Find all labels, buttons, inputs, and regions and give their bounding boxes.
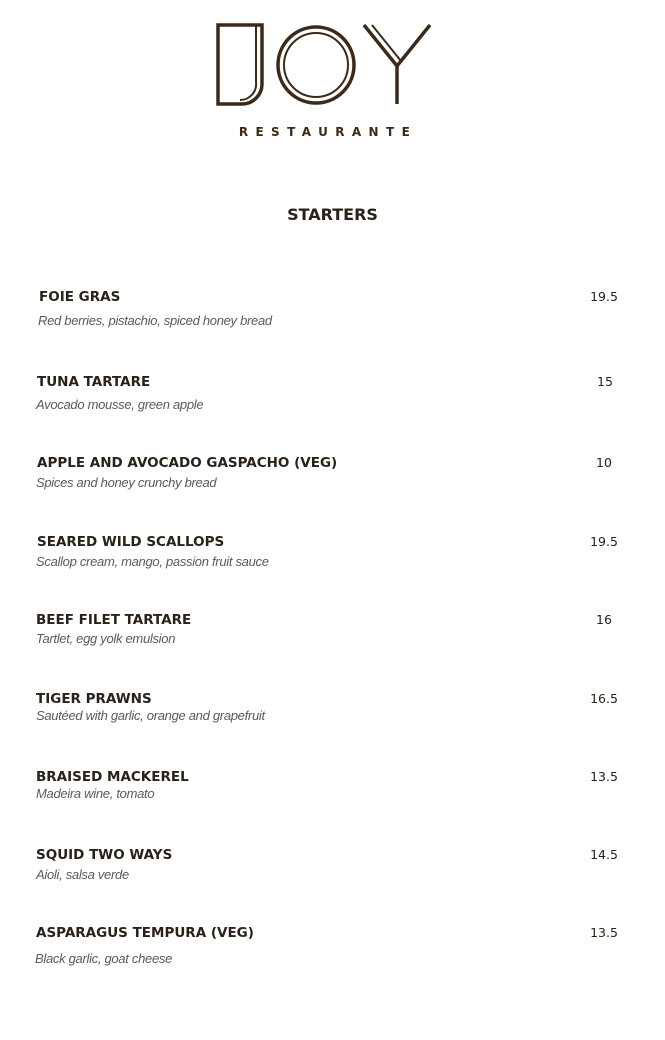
menu-item-name: SEARED WILD SCALLOPS (37, 534, 225, 550)
menu-item-description: Tartlet, egg yolk emulsion (36, 631, 176, 646)
menu-item-description: Black garlic, goat cheese (35, 951, 173, 966)
menu-item-description: Spices and honey crunchy bread (36, 475, 217, 490)
menu-item-description: Aioli, salsa verde (36, 867, 129, 882)
menu-item-name: SQUID TWO WAYS (36, 847, 173, 863)
menu-item-price: 14.5 (590, 847, 618, 862)
menu-item-price: 13.5 (590, 925, 618, 940)
menu-item-price: 19.5 (590, 534, 618, 549)
menu-item-name: FOIE GRAS (39, 289, 121, 305)
joy-logo-mark (216, 22, 434, 108)
menu-item-description: Scallop cream, mango, passion fruit sauce (36, 554, 269, 569)
logo-subtitle: RESTAURANTE (238, 125, 418, 139)
menu-item-price: 13.5 (590, 769, 618, 784)
menu-item-name: APPLE AND AVOCADO GASPACHO (VEG) (37, 455, 338, 471)
menu-item-name: TIGER PRAWNS (36, 691, 152, 707)
menu-item-price: 19.5 (590, 289, 618, 304)
section-title: STARTERS (287, 205, 378, 224)
menu-item-price: 10 (596, 455, 612, 470)
menu-item-description: Red berries, pistachio, spiced honey bread (38, 313, 272, 328)
menu-item-description: Madeira wine, tomato (36, 786, 155, 801)
menu-item-price: 16 (596, 612, 612, 627)
menu-item-name: BEEF FILET TARTARE (36, 612, 192, 628)
menu-item-description: Sautéed with garlic, orange and grapefruit (36, 708, 265, 723)
menu-item-description: Avocado mousse, green apple (36, 397, 204, 412)
menu-item-price: 16.5 (590, 691, 618, 706)
menu-item-name: ASPARAGUS TEMPURA (VEG) (36, 925, 254, 941)
menu-item-name: BRAISED MACKEREL (36, 769, 189, 785)
menu-item-price: 15 (597, 374, 613, 389)
menu-item-name: TUNA TARTARE (37, 374, 151, 390)
restaurant-logo (0, 0, 665, 150)
